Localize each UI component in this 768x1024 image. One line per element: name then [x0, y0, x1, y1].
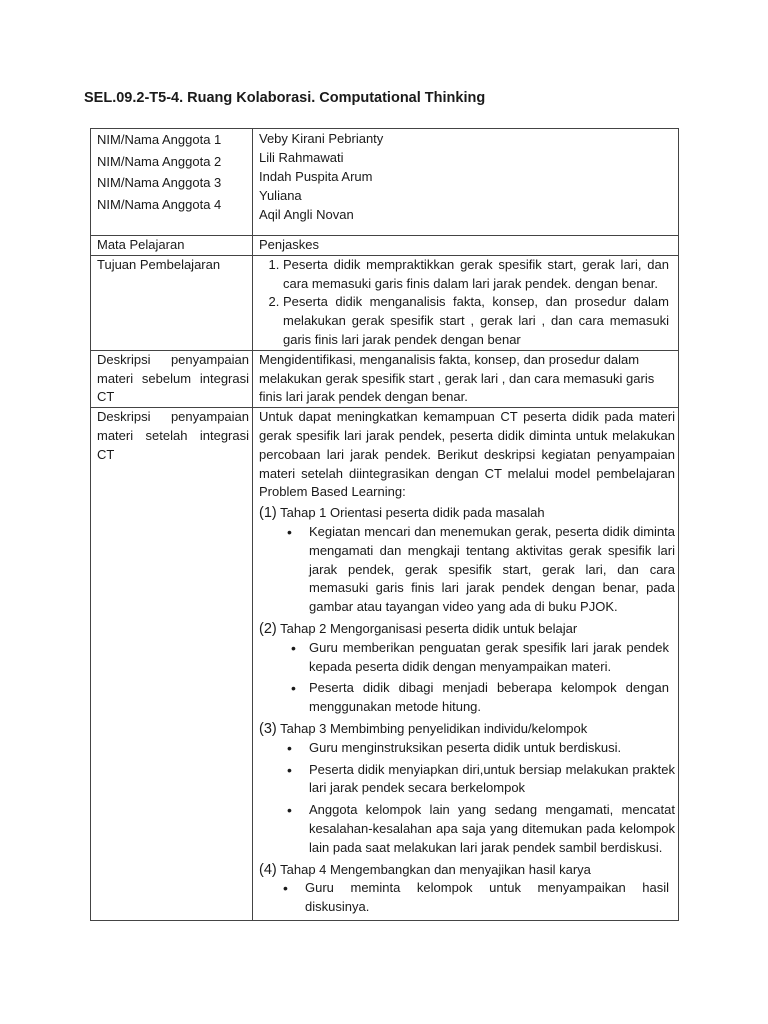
stage-4 [259, 861, 675, 880]
stage-2-bullet-1: • Guru memberikan penguatan gerak spesifik lari jarak pendek kepada peserta didik dengan menyampaikan materi. [309, 639, 675, 677]
goals-list [259, 256, 675, 350]
stage-3-bullet-2: • Peserta didik menyiapkan diri,untuk bersiap melakukan praktek lari jarak pendek secara berkelompok [309, 761, 675, 799]
subject-value: Penjaskes [253, 236, 679, 256]
member-name-3: Indah Puspita Arum [259, 169, 373, 184]
member-name-5: Aqil Angli Novan [259, 207, 354, 222]
after-ct-label: Deskripsi penyampaian materi setelah integrasi CT [91, 408, 253, 921]
member-label-3: NIM/Nama Anggota 3 [97, 175, 222, 190]
collaboration-table [90, 128, 679, 921]
members-names-cell [253, 129, 679, 236]
goal-item-1: 1. Peserta didik mempraktikkan gerak spesifik start, gerak lari, dan cara memasuki garis finis dalam lari jarak pendek. dengan benar. [283, 256, 675, 294]
stage-1-number: (1) [259, 505, 277, 522]
member-label-2: NIM/Nama Anggota 2 [97, 153, 222, 169]
members-label-cell [91, 129, 253, 236]
goal-item-2: 2. Peserta didik menganalisis fakta, konsep, dan prosedur dalam melakukan gerak spesifik start , gerak lari , dan cara memasuki garis finis lari jarak pendek dengan benar [283, 293, 675, 349]
stage-3-bullet-3: • Anggota kelompok lain yang sedang mengamati, mencatat kesalahan-kesalahan apa saja yang ditemukan pada kelompok lain pada saat melakukan lari jarak pendek sambil berdiskusi. [309, 801, 675, 857]
member-name-1: Veby Kirani Pebrianty [259, 131, 384, 146]
stage-3-bullet-1: • Guru menginstruksikan peserta didik untuk berdiskusi. [309, 739, 675, 758]
stage-2-number: (2) [259, 620, 277, 637]
before-ct-value: Mengidentifikasi, menganalisis fakta, konsep, dan prosedur dalam melakukan gerak spesifik start , gerak lari , dan cara memasuki garis finis lari jarak pendek dengan benar. [253, 350, 679, 407]
stage-3 [259, 720, 675, 739]
stage-2 [259, 620, 675, 639]
stage-1 [259, 504, 675, 523]
stage-3-bullets [259, 739, 675, 858]
after-ct-cell [253, 408, 679, 921]
stage-3-title: Tahap 3 Membimbing penyelidikan individu/kelompok [280, 720, 588, 736]
stage-1-title: Tahap 1 Orientasi peserta didik pada masalah [280, 505, 545, 521]
subject-row [91, 236, 679, 256]
stage-4-number: (4) [259, 861, 277, 878]
member-label-4: NIM/Nama Anggota 4 [97, 196, 222, 212]
goals-row [91, 255, 679, 350]
member-name-4: Yuliana [259, 188, 302, 203]
document-title: SEL.09.2-T5-4. Ruang Kolaborasi. Computational Thinking [84, 90, 486, 106]
stage-1-bullets [259, 523, 675, 617]
stage-4-title: Tahap 4 Mengembangkan dan menyajikan hasil karya [280, 861, 591, 877]
stage-4-bullet-1: • Guru meminta kelompok untuk menyampaikan hasil diskusinya. [305, 879, 675, 917]
after-ct-row [91, 408, 679, 921]
stage-2-bullets [259, 639, 675, 717]
subject-label: Mata Pelajaran [91, 236, 253, 256]
stage-2-bullet-2: • Peserta didik dibagi menjadi beberapa kelompok dengan menggunakan metode hitung. [309, 679, 675, 717]
after-ct-intro: Untuk dapat meningkatkan kemampuan CT peserta didik pada materi gerak spesifik lari jarak pendek, peserta didik diminta untuk melakukan percobaan lari jarak pendek. Berikut deskripsi kegiatan penyampaian materi setelah diintegrasikan dengan CT melalui model pembelajaran Problem Based Learning: [259, 409, 675, 500]
stage-3-number: (3) [259, 720, 277, 737]
members-row [91, 129, 679, 236]
member-label-1: NIM/Nama Anggota 1 [97, 132, 222, 147]
before-ct-label: Deskripsi penyampaian materi sebelum integrasi CT [91, 350, 253, 407]
goals-label: Tujuan Pembelajaran [91, 255, 253, 350]
stage-4-bullets [259, 879, 675, 917]
member-name-2: Lili Rahmawati [259, 150, 344, 165]
stage-2-title: Tahap 2 Mengorganisasi peserta didik untuk belajar [280, 620, 578, 636]
goals-cell [253, 255, 679, 350]
stage-1-bullet-1: • Kegiatan mencari dan menemukan gerak, peserta didik diminta mengamati dan mengkaji tentang aktivitas gerak spesifik lari jarak pendek, gerak spesifik start, gerak lari, dan cara memasuki garis finis lari jarak pendek dengan benar, pada gambar atau tayangan video yang ada di buku PJOK. [309, 523, 675, 617]
before-ct-row [91, 350, 679, 407]
